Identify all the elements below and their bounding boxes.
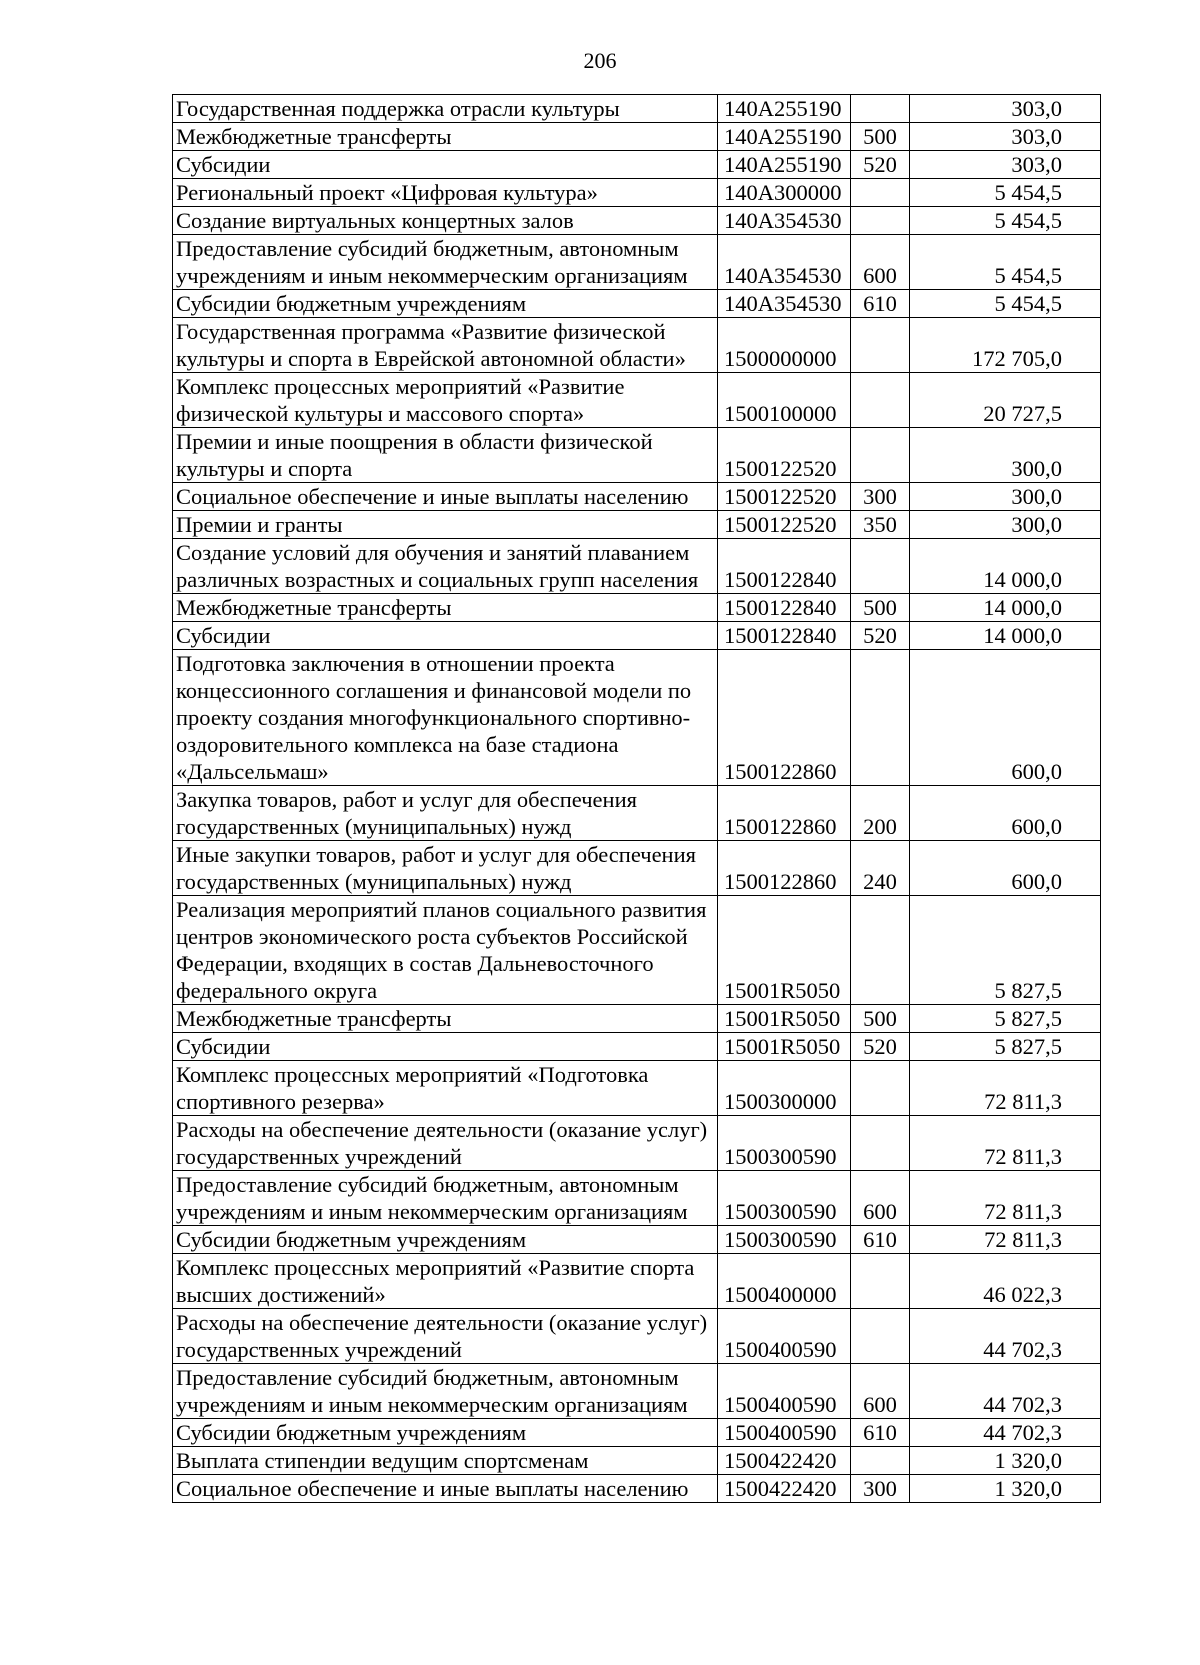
table-row — [173, 841, 1101, 896]
row-type: 300 — [851, 483, 910, 511]
row-code: 1500400000 — [718, 1254, 851, 1309]
table-row — [173, 594, 1101, 622]
table-row — [173, 1475, 1101, 1503]
row-amount: 5 454,5 — [910, 235, 1101, 290]
row-code: 140A255190 — [718, 123, 851, 151]
table-row — [173, 290, 1101, 318]
table-row — [173, 539, 1101, 594]
table-row — [173, 1419, 1101, 1447]
row-name: Субсидии — [173, 622, 718, 650]
row-code: 1500400590 — [718, 1364, 851, 1419]
table-row — [173, 1033, 1101, 1061]
row-amount: 20 727,5 — [910, 373, 1101, 428]
row-code: 1500422420 — [718, 1475, 851, 1503]
table-row — [173, 1061, 1101, 1116]
row-name: Межбюджетные трансферты — [173, 1005, 718, 1033]
row-amount: 172 705,0 — [910, 318, 1101, 373]
table-row — [173, 151, 1101, 179]
row-code: 140A354530 — [718, 207, 851, 235]
row-type — [851, 318, 910, 373]
row-name: Создание условий для обучения и занятий плаванием различных возрастных и социальных групп населения — [173, 539, 718, 594]
row-type — [851, 650, 910, 786]
table-row — [173, 1447, 1101, 1475]
table-row — [173, 428, 1101, 483]
budget-table — [172, 94, 1101, 1503]
row-code: 1500300590 — [718, 1171, 851, 1226]
row-code: 140A255190 — [718, 95, 851, 123]
table-row — [173, 373, 1101, 428]
row-type: 350 — [851, 511, 910, 539]
row-type: 600 — [851, 1364, 910, 1419]
row-name: Межбюджетные трансферты — [173, 123, 718, 151]
row-amount: 300,0 — [910, 483, 1101, 511]
row-name: Субсидии — [173, 151, 718, 179]
table-row — [173, 179, 1101, 207]
row-type — [851, 1061, 910, 1116]
row-amount: 5 827,5 — [910, 1005, 1101, 1033]
row-type — [851, 1254, 910, 1309]
row-name: Региональный проект «Цифровая культура» — [173, 179, 718, 207]
row-type: 610 — [851, 1419, 910, 1447]
row-amount: 5 454,5 — [910, 290, 1101, 318]
row-code: 15001R5050 — [718, 1005, 851, 1033]
table-row — [173, 95, 1101, 123]
row-name: Закупка товаров, работ и услуг для обеспечения государственных (муниципальных) нужд — [173, 786, 718, 841]
row-name: Социальное обеспечение и иные выплаты населению — [173, 1475, 718, 1503]
row-code: 15001R5050 — [718, 896, 851, 1005]
row-type — [851, 539, 910, 594]
row-amount: 72 811,3 — [910, 1226, 1101, 1254]
row-name: Подготовка заключения в отношении проекта концессионного соглашения и финансовой модели по проекту создания многофункционального спортивно-оздоровительного комплекса на базе стадиона «Дальсельмаш» — [173, 650, 718, 786]
row-code: 1500122860 — [718, 841, 851, 896]
row-type: 600 — [851, 1171, 910, 1226]
row-name: Премии и иные поощрения в области физической культуры и спорта — [173, 428, 718, 483]
row-amount: 600,0 — [910, 841, 1101, 896]
table-row — [173, 1005, 1101, 1033]
row-name: Комплекс процессных мероприятий «Развитие физической культуры и массового спорта» — [173, 373, 718, 428]
row-type: 610 — [851, 1226, 910, 1254]
row-name: Субсидии бюджетным учреждениям — [173, 290, 718, 318]
row-amount: 303,0 — [910, 123, 1101, 151]
row-name: Субсидии — [173, 1033, 718, 1061]
row-amount: 72 811,3 — [910, 1061, 1101, 1116]
row-code: 140A255190 — [718, 151, 851, 179]
row-type: 500 — [851, 594, 910, 622]
table-row — [173, 318, 1101, 373]
row-code: 1500122840 — [718, 594, 851, 622]
row-name: Премии и гранты — [173, 511, 718, 539]
row-type — [851, 179, 910, 207]
table-row — [173, 1226, 1101, 1254]
row-type: 200 — [851, 786, 910, 841]
row-type: 600 — [851, 235, 910, 290]
row-amount: 46 022,3 — [910, 1254, 1101, 1309]
row-amount: 303,0 — [910, 95, 1101, 123]
row-name: Государственная программа «Развитие физической культуры и спорта в Еврейской автономной области» — [173, 318, 718, 373]
row-amount: 1 320,0 — [910, 1475, 1101, 1503]
row-code: 1500400590 — [718, 1419, 851, 1447]
table-row — [173, 483, 1101, 511]
row-amount: 44 702,3 — [910, 1309, 1101, 1364]
row-amount: 5 454,5 — [910, 179, 1101, 207]
row-amount: 1 320,0 — [910, 1447, 1101, 1475]
row-code: 1500122520 — [718, 511, 851, 539]
row-type: 300 — [851, 1475, 910, 1503]
row-amount: 14 000,0 — [910, 594, 1101, 622]
row-code: 1500300590 — [718, 1116, 851, 1171]
table-row — [173, 235, 1101, 290]
row-type — [851, 373, 910, 428]
row-name: Предоставление субсидий бюджетным, автономным учреждениям и иным некоммерческим организациям — [173, 235, 718, 290]
row-code: 1500100000 — [718, 373, 851, 428]
table-row — [173, 207, 1101, 235]
row-name: Иные закупки товаров, работ и услуг для обеспечения государственных (муниципальных) нужд — [173, 841, 718, 896]
row-code: 140A354530 — [718, 290, 851, 318]
row-code: 1500400590 — [718, 1309, 851, 1364]
row-code: 1500300590 — [718, 1226, 851, 1254]
row-type — [851, 896, 910, 1005]
row-type — [851, 1447, 910, 1475]
row-amount: 5 454,5 — [910, 207, 1101, 235]
row-code: 1500422420 — [718, 1447, 851, 1475]
row-amount: 5 827,5 — [910, 1033, 1101, 1061]
row-amount: 72 811,3 — [910, 1116, 1101, 1171]
row-name: Субсидии бюджетным учреждениям — [173, 1419, 718, 1447]
row-amount: 44 702,3 — [910, 1419, 1101, 1447]
row-name: Предоставление субсидий бюджетным, автономным учреждениям и иным некоммерческим организациям — [173, 1364, 718, 1419]
row-amount: 300,0 — [910, 511, 1101, 539]
row-code: 140A354530 — [718, 235, 851, 290]
row-name: Государственная поддержка отрасли культуры — [173, 95, 718, 123]
row-type: 520 — [851, 1033, 910, 1061]
row-amount: 72 811,3 — [910, 1171, 1101, 1226]
row-name: Выплата стипендии ведущим спортсменам — [173, 1447, 718, 1475]
row-type: 240 — [851, 841, 910, 896]
row-code: 1500122840 — [718, 539, 851, 594]
row-amount: 14 000,0 — [910, 539, 1101, 594]
table-row — [173, 511, 1101, 539]
budget-table-body — [173, 95, 1101, 1503]
row-name: Предоставление субсидий бюджетным, автономным учреждениям и иным некоммерческим организациям — [173, 1171, 718, 1226]
row-type — [851, 95, 910, 123]
row-name: Субсидии бюджетным учреждениям — [173, 1226, 718, 1254]
row-code: 1500122520 — [718, 428, 851, 483]
row-amount: 14 000,0 — [910, 622, 1101, 650]
row-name: Создание виртуальных концертных залов — [173, 207, 718, 235]
row-code: 1500300000 — [718, 1061, 851, 1116]
row-type — [851, 1309, 910, 1364]
row-code: 140A300000 — [718, 179, 851, 207]
table-row — [173, 650, 1101, 786]
table-row — [173, 1171, 1101, 1226]
row-amount: 600,0 — [910, 650, 1101, 786]
row-type — [851, 1116, 910, 1171]
table-row — [173, 1364, 1101, 1419]
table-row — [173, 1309, 1101, 1364]
row-amount: 5 827,5 — [910, 896, 1101, 1005]
row-name: Социальное обеспечение и иные выплаты населению — [173, 483, 718, 511]
page-number: 206 — [583, 48, 617, 73]
row-name: Межбюджетные трансферты — [173, 594, 718, 622]
row-name: Комплекс процессных мероприятий «Развитие спорта высших достижений» — [173, 1254, 718, 1309]
table-row — [173, 622, 1101, 650]
row-type: 500 — [851, 1005, 910, 1033]
table-row — [173, 1254, 1101, 1309]
row-amount: 44 702,3 — [910, 1364, 1101, 1419]
row-type: 520 — [851, 151, 910, 179]
row-type: 610 — [851, 290, 910, 318]
row-name: Расходы на обеспечение деятельности (оказание услуг) государственных учреждений — [173, 1116, 718, 1171]
row-amount: 300,0 — [910, 428, 1101, 483]
row-code: 15001R5050 — [718, 1033, 851, 1061]
row-code: 1500000000 — [718, 318, 851, 373]
row-name: Расходы на обеспечение деятельности (оказание услуг) государственных учреждений — [173, 1309, 718, 1364]
table-row — [173, 896, 1101, 1005]
row-type — [851, 207, 910, 235]
table-row — [173, 786, 1101, 841]
row-name: Реализация мероприятий планов социального развития центров экономического роста субъектов Российской Федерации, входящих в состав Дальневосточного федерального округа — [173, 896, 718, 1005]
row-type: 500 — [851, 123, 910, 151]
row-code: 1500122840 — [718, 622, 851, 650]
row-code: 1500122860 — [718, 650, 851, 786]
row-amount: 600,0 — [910, 786, 1101, 841]
row-type — [851, 428, 910, 483]
row-code: 1500122860 — [718, 786, 851, 841]
row-type: 520 — [851, 622, 910, 650]
table-row — [173, 1116, 1101, 1171]
row-amount: 303,0 — [910, 151, 1101, 179]
row-code: 1500122520 — [718, 483, 851, 511]
table-row — [173, 123, 1101, 151]
row-name: Комплекс процессных мероприятий «Подготовка спортивного резерва» — [173, 1061, 718, 1116]
